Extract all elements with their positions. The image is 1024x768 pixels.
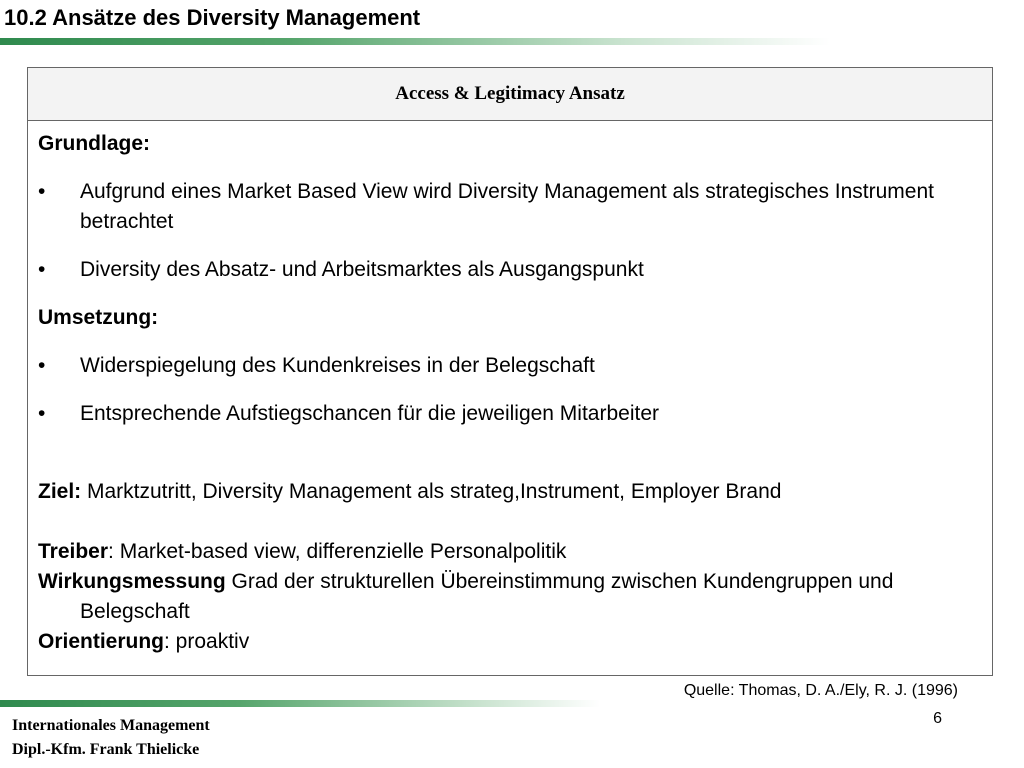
page-number: 6 bbox=[933, 710, 942, 727]
bullet-icon: • bbox=[38, 180, 46, 203]
treiber-key: Treiber bbox=[38, 540, 109, 563]
orientierung-line bbox=[38, 627, 982, 657]
treiber-value: : Market-based view, differenzielle Personalpolitik bbox=[108, 540, 567, 563]
bullet-icon: • bbox=[38, 402, 46, 425]
list-item-text: Widerspiegelung des Kundenkreises in der Belegschaft bbox=[80, 354, 595, 377]
footer-course: Internationales Management bbox=[12, 717, 210, 734]
grundlage-heading: Grundlage: bbox=[38, 132, 151, 155]
footer-author: Dipl.-Kfm. Frank Thielicke bbox=[12, 741, 200, 758]
content-box bbox=[27, 67, 993, 676]
bullet-icon: • bbox=[38, 354, 46, 377]
treiber-line bbox=[38, 537, 982, 567]
footer-accent-bar bbox=[0, 700, 600, 707]
slide-title: 10.2 Ansätze des Diversity Management bbox=[4, 5, 421, 30]
source-citation: Quelle: Thomas, D. A./Ely, R. J. (1996) bbox=[683, 682, 958, 699]
list-item bbox=[38, 177, 982, 237]
ziel-value: Marktzutritt, Diversity Management als strateg,Instrument, Employer Brand bbox=[81, 480, 782, 503]
orientierung-value: : proaktiv bbox=[164, 630, 250, 653]
umsetzung-heading: Umsetzung: bbox=[38, 306, 159, 329]
list-item-text: Diversity des Absatz- und Arbeitsmarktes als Ausgangspunkt bbox=[80, 258, 644, 281]
list-item-text: Aufgrund eines Market Based View wird Diversity Management als strategisches Instrument betrachtet bbox=[80, 180, 934, 233]
list-item bbox=[38, 351, 982, 381]
box-body bbox=[28, 121, 992, 657]
ziel-line bbox=[38, 477, 982, 507]
bullet-icon: • bbox=[38, 258, 46, 281]
ziel-key: Ziel: bbox=[38, 480, 82, 503]
title-accent-bar bbox=[0, 38, 830, 45]
wirkungsmessung-line bbox=[38, 567, 982, 627]
wirkungsmessung-value: Grad der strukturellen Übereinstimmung zwischen Kundengruppen und Belegschaft bbox=[80, 570, 894, 623]
list-item bbox=[38, 399, 982, 429]
box-header: Access & Legitimacy Ansatz bbox=[28, 68, 992, 121]
wirkungsmessung-key: Wirkungsmessung bbox=[38, 570, 226, 593]
list-item bbox=[38, 255, 982, 285]
list-item-text: Entsprechende Aufstiegschancen für die jeweiligen Mitarbeiter bbox=[80, 402, 660, 425]
orientierung-key: Orientierung bbox=[38, 630, 165, 653]
